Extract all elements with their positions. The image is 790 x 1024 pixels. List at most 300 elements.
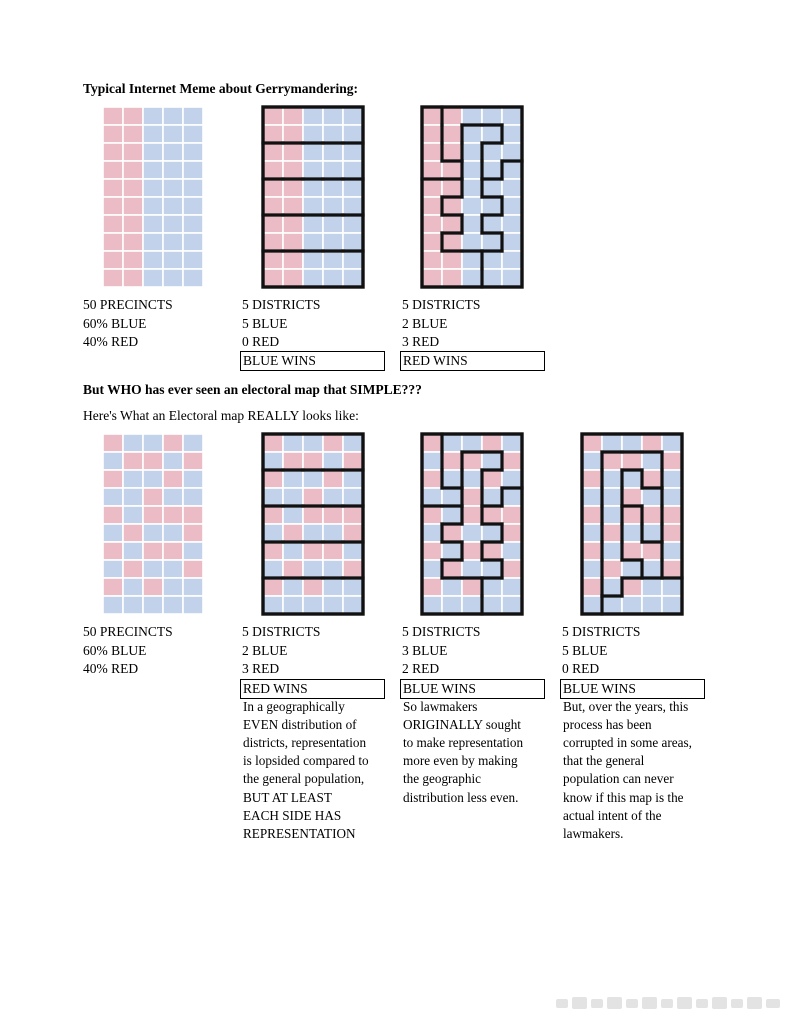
blue-precinct — [462, 596, 482, 614]
red-precinct — [303, 488, 323, 506]
blue-precinct — [183, 488, 203, 506]
red-precinct — [103, 578, 123, 596]
red-precinct — [582, 470, 602, 488]
blue-precinct — [323, 215, 343, 233]
blue-precinct — [462, 215, 482, 233]
explanation-line: districts, representation — [243, 735, 367, 751]
blue-precinct — [343, 596, 363, 614]
red-precinct — [283, 197, 303, 215]
blue-precinct — [462, 434, 482, 452]
red-precinct — [263, 197, 283, 215]
blue-precinct — [183, 125, 203, 143]
red-precinct — [263, 179, 283, 197]
blue-precinct — [662, 488, 682, 506]
red-precinct — [123, 161, 143, 179]
blue-precinct — [283, 542, 303, 560]
explanation-line: So lawmakers — [403, 699, 478, 714]
red-precinct — [422, 233, 442, 251]
red-precinct — [582, 506, 602, 524]
explanation-line: lawmakers. — [563, 825, 624, 841]
red-precinct — [482, 470, 502, 488]
red-precinct — [442, 560, 462, 578]
blue-precinct — [482, 215, 502, 233]
explanation-line: is lopsided compared to — [243, 753, 369, 769]
blue-precinct — [462, 197, 482, 215]
blue-precinct — [283, 470, 303, 488]
blue-precinct — [343, 197, 363, 215]
stat-line: 40% RED — [83, 334, 139, 349]
red-precinct — [343, 506, 363, 524]
blue-precinct — [163, 107, 183, 125]
blue-precinct — [462, 560, 482, 578]
explanation-line: to make representation — [403, 735, 524, 751]
red-precinct — [163, 506, 183, 524]
blue-precinct — [163, 488, 183, 506]
blue-precinct — [143, 434, 163, 452]
blue-precinct — [462, 161, 482, 179]
blue-precinct — [143, 161, 163, 179]
red-precinct — [303, 578, 323, 596]
blue-precinct — [163, 560, 183, 578]
blue-precinct — [303, 161, 323, 179]
blue-precinct — [502, 143, 522, 161]
red-precinct — [422, 251, 442, 269]
blue-precinct — [343, 470, 363, 488]
blue-precinct — [143, 179, 163, 197]
stat-line: 2 RED — [402, 661, 440, 676]
precinct-map — [103, 107, 203, 287]
blue-precinct — [343, 251, 363, 269]
red-precinct — [622, 542, 642, 560]
stat-line: 50 PRECINCTS — [83, 297, 173, 312]
blue-precinct — [343, 578, 363, 596]
blue-precinct — [303, 125, 323, 143]
stat-line: 5 BLUE — [562, 642, 608, 658]
blue-precinct — [482, 560, 502, 578]
blue-precinct — [502, 488, 522, 506]
red-precinct — [163, 470, 183, 488]
blue-precinct — [183, 470, 203, 488]
red-precinct — [482, 506, 502, 524]
subheading: Here's What an Electoral map REALLY looks like: — [83, 408, 359, 423]
blue-precinct — [323, 452, 343, 470]
precinct-map — [422, 107, 522, 287]
red-precinct — [283, 215, 303, 233]
red-precinct — [462, 506, 482, 524]
blue-precinct — [163, 179, 183, 197]
red-precinct — [143, 506, 163, 524]
red-precinct — [502, 524, 522, 542]
blue-precinct — [422, 488, 442, 506]
blue-precinct — [303, 197, 323, 215]
red-precinct — [602, 524, 622, 542]
blue-precinct — [343, 488, 363, 506]
red-precinct — [502, 560, 522, 578]
blue-precinct — [462, 524, 482, 542]
blue-precinct — [183, 215, 203, 233]
stat-line: 5 DISTRICTS — [402, 624, 481, 639]
red-precinct — [642, 542, 662, 560]
stat-line: 5 DISTRICTS — [242, 624, 321, 639]
stat-line: 5 DISTRICTS — [562, 624, 641, 639]
blue-precinct — [462, 179, 482, 197]
red-precinct — [283, 143, 303, 161]
blue-precinct — [462, 470, 482, 488]
blue-precinct — [622, 434, 642, 452]
blue-precinct — [163, 524, 183, 542]
explanation-line: process has been — [563, 717, 652, 733]
red-precinct — [323, 542, 343, 560]
blue-precinct — [482, 161, 502, 179]
red-precinct — [323, 506, 343, 524]
blue-precinct — [622, 524, 642, 542]
blue-precinct — [303, 107, 323, 125]
explanation-line: EVEN distribution of — [243, 717, 357, 733]
red-precinct — [442, 251, 462, 269]
red-precinct — [263, 434, 283, 452]
blue-precinct — [263, 560, 283, 578]
blue-precinct — [642, 596, 662, 614]
red-precinct — [442, 107, 462, 125]
blue-precinct — [303, 560, 323, 578]
blue-precinct — [183, 107, 203, 125]
red-precinct — [582, 542, 602, 560]
red-precinct — [123, 107, 143, 125]
blue-precinct — [442, 470, 462, 488]
blue-precinct — [143, 524, 163, 542]
blue-precinct — [183, 161, 203, 179]
blue-precinct — [622, 560, 642, 578]
blue-precinct — [502, 542, 522, 560]
blue-precinct — [283, 506, 303, 524]
red-precinct — [263, 470, 283, 488]
blue-precinct — [103, 596, 123, 614]
red-precinct — [263, 215, 283, 233]
blue-precinct — [143, 107, 163, 125]
blue-precinct — [442, 578, 462, 596]
blue-precinct — [482, 179, 502, 197]
red-precinct — [283, 161, 303, 179]
red-precinct — [442, 197, 462, 215]
red-precinct — [103, 251, 123, 269]
blue-precinct — [622, 470, 642, 488]
blue-precinct — [183, 434, 203, 452]
stat-line: 3 RED — [242, 661, 280, 676]
red-precinct — [103, 179, 123, 197]
red-precinct — [442, 161, 462, 179]
blue-precinct — [143, 596, 163, 614]
blue-precinct — [163, 452, 183, 470]
blue-precinct — [662, 542, 682, 560]
blue-precinct — [502, 596, 522, 614]
red-precinct — [263, 251, 283, 269]
blue-precinct — [422, 596, 442, 614]
blue-precinct — [283, 578, 303, 596]
blue-precinct — [103, 560, 123, 578]
blue-precinct — [263, 488, 283, 506]
blue-precinct — [602, 542, 622, 560]
precinct-map — [422, 434, 522, 614]
stat-line: 2 BLUE — [242, 642, 288, 658]
blue-precinct — [442, 488, 462, 506]
red-precinct — [123, 251, 143, 269]
blue-precinct — [343, 125, 363, 143]
red-precinct — [103, 506, 123, 524]
red-precinct — [103, 125, 123, 143]
blue-precinct — [143, 560, 163, 578]
blue-precinct — [323, 578, 343, 596]
watermark — [556, 994, 782, 1012]
blue-precinct — [482, 524, 502, 542]
blue-precinct — [163, 269, 183, 287]
red-precinct — [422, 269, 442, 287]
red-precinct — [622, 506, 642, 524]
blue-precinct — [263, 596, 283, 614]
red-precinct — [283, 125, 303, 143]
blue-precinct — [662, 470, 682, 488]
blue-precinct — [482, 578, 502, 596]
red-precinct — [622, 452, 642, 470]
red-precinct — [462, 488, 482, 506]
stat-line: 2 BLUE — [402, 315, 448, 331]
red-precinct — [422, 143, 442, 161]
blue-precinct — [183, 578, 203, 596]
blue-precinct — [502, 251, 522, 269]
explanation-line: But, over the years, this — [563, 699, 689, 714]
blue-precinct — [642, 452, 662, 470]
blue-precinct — [143, 143, 163, 161]
red-precinct — [103, 269, 123, 287]
red-precinct — [442, 125, 462, 143]
red-precinct — [502, 506, 522, 524]
blue-precinct — [283, 596, 303, 614]
red-precinct — [422, 197, 442, 215]
blue-precinct — [422, 560, 442, 578]
red-precinct — [283, 107, 303, 125]
red-precinct — [303, 542, 323, 560]
red-precinct — [143, 488, 163, 506]
blue-precinct — [482, 197, 502, 215]
blue-precinct — [462, 143, 482, 161]
red-precinct — [582, 434, 602, 452]
red-precinct — [123, 452, 143, 470]
red-precinct — [283, 251, 303, 269]
red-precinct — [263, 125, 283, 143]
blue-precinct — [183, 542, 203, 560]
blue-precinct — [343, 269, 363, 287]
result-box: BLUE WINS — [240, 351, 385, 371]
blue-precinct — [303, 251, 323, 269]
red-precinct — [662, 560, 682, 578]
stat-line: 5 DISTRICTS — [242, 297, 321, 312]
red-precinct — [602, 452, 622, 470]
result-box: RED WINS — [400, 351, 545, 371]
red-precinct — [622, 488, 642, 506]
red-precinct — [622, 578, 642, 596]
red-precinct — [422, 542, 442, 560]
blue-precinct — [123, 578, 143, 596]
red-precinct — [343, 452, 363, 470]
blue-precinct — [343, 215, 363, 233]
stat-line: 3 RED — [402, 334, 440, 349]
blue-precinct — [582, 452, 602, 470]
explanation-line: actual intent of the — [563, 807, 662, 823]
blue-precinct — [343, 143, 363, 161]
blue-precinct — [502, 470, 522, 488]
blue-precinct — [602, 470, 622, 488]
blue-precinct — [442, 506, 462, 524]
stat-line: 5 BLUE — [242, 315, 288, 331]
red-precinct — [103, 197, 123, 215]
red-precinct — [422, 179, 442, 197]
blue-precinct — [323, 269, 343, 287]
blue-precinct — [123, 506, 143, 524]
red-precinct — [123, 143, 143, 161]
red-precinct — [602, 560, 622, 578]
blue-precinct — [303, 179, 323, 197]
red-precinct — [442, 524, 462, 542]
red-precinct — [283, 524, 303, 542]
red-precinct — [343, 524, 363, 542]
blue-precinct — [462, 233, 482, 251]
explanation-line: ORIGINALLY sought — [403, 717, 521, 733]
blue-precinct — [343, 179, 363, 197]
red-precinct — [123, 269, 143, 287]
blue-precinct — [263, 524, 283, 542]
stat-line: 60% BLUE — [83, 315, 147, 331]
precinct-map — [263, 434, 363, 614]
red-precinct — [422, 161, 442, 179]
blue-precinct — [123, 470, 143, 488]
blue-precinct — [602, 506, 622, 524]
blue-precinct — [482, 107, 502, 125]
red-precinct — [442, 215, 462, 233]
blue-precinct — [662, 434, 682, 452]
red-precinct — [502, 452, 522, 470]
blue-precinct — [323, 143, 343, 161]
blue-precinct — [462, 251, 482, 269]
red-precinct — [263, 143, 283, 161]
blue-precinct — [323, 107, 343, 125]
blue-precinct — [163, 143, 183, 161]
blue-precinct — [442, 542, 462, 560]
explanation-line: know if this map is the — [563, 789, 684, 805]
red-precinct — [442, 179, 462, 197]
blue-precinct — [662, 578, 682, 596]
red-precinct — [482, 542, 502, 560]
blue-precinct — [303, 143, 323, 161]
red-precinct — [662, 524, 682, 542]
red-precinct — [283, 179, 303, 197]
red-precinct — [462, 542, 482, 560]
blue-precinct — [343, 161, 363, 179]
blue-precinct — [143, 251, 163, 269]
blue-precinct — [502, 179, 522, 197]
red-precinct — [183, 506, 203, 524]
red-precinct — [123, 233, 143, 251]
explanation-line: REPRESENTATION — [243, 825, 356, 841]
red-precinct — [283, 269, 303, 287]
blue-precinct — [323, 179, 343, 197]
blue-precinct — [602, 596, 622, 614]
red-precinct — [143, 452, 163, 470]
red-precinct — [263, 161, 283, 179]
blue-precinct — [502, 161, 522, 179]
red-precinct — [123, 215, 143, 233]
blue-precinct — [123, 596, 143, 614]
blue-precinct — [183, 179, 203, 197]
stat-line: 5 DISTRICTS — [402, 297, 481, 312]
blue-precinct — [323, 161, 343, 179]
red-precinct — [442, 143, 462, 161]
red-precinct — [442, 452, 462, 470]
blue-precinct — [103, 452, 123, 470]
precinct-map — [263, 107, 363, 287]
explanation-line: corrupted in some areas, — [563, 735, 692, 751]
explanation-line: the general population, — [243, 771, 365, 787]
blue-precinct — [343, 107, 363, 125]
blue-precinct — [143, 125, 163, 143]
blue-precinct — [323, 524, 343, 542]
red-precinct — [642, 506, 662, 524]
red-precinct — [462, 578, 482, 596]
red-precinct — [103, 233, 123, 251]
blue-precinct — [482, 125, 502, 143]
blue-precinct — [482, 251, 502, 269]
red-precinct — [582, 578, 602, 596]
blue-precinct — [323, 488, 343, 506]
blue-precinct — [283, 488, 303, 506]
blue-precinct — [422, 524, 442, 542]
blue-precinct — [343, 542, 363, 560]
blue-precinct — [602, 434, 622, 452]
blue-precinct — [502, 215, 522, 233]
explanation-line: distribution less even. — [403, 789, 519, 805]
red-precinct — [123, 524, 143, 542]
blue-precinct — [163, 161, 183, 179]
blue-precinct — [582, 524, 602, 542]
blue-precinct — [183, 596, 203, 614]
explanation-line: BUT AT LEAST — [243, 789, 332, 805]
explanation-line: population can never — [563, 771, 674, 787]
blue-precinct — [462, 269, 482, 287]
stat-line: 40% RED — [83, 661, 139, 676]
red-precinct — [263, 506, 283, 524]
result-box: RED WINS — [240, 679, 385, 699]
title-heading: Typical Internet Meme about Gerrymandering: — [83, 81, 358, 96]
red-precinct — [263, 542, 283, 560]
blue-precinct — [163, 596, 183, 614]
blue-precinct — [163, 251, 183, 269]
red-precinct — [123, 179, 143, 197]
red-precinct — [642, 434, 662, 452]
blue-precinct — [143, 197, 163, 215]
result-box: BLUE WINS — [400, 679, 545, 699]
blue-precinct — [482, 488, 502, 506]
blue-precinct — [163, 197, 183, 215]
blue-precinct — [183, 143, 203, 161]
blue-precinct — [183, 251, 203, 269]
blue-precinct — [303, 269, 323, 287]
blue-precinct — [642, 488, 662, 506]
blue-precinct — [482, 269, 502, 287]
red-precinct — [163, 542, 183, 560]
blue-precinct — [502, 233, 522, 251]
blue-precinct — [303, 434, 323, 452]
blue-precinct — [462, 125, 482, 143]
explanation-line: that the general — [563, 753, 645, 769]
blue-precinct — [582, 488, 602, 506]
